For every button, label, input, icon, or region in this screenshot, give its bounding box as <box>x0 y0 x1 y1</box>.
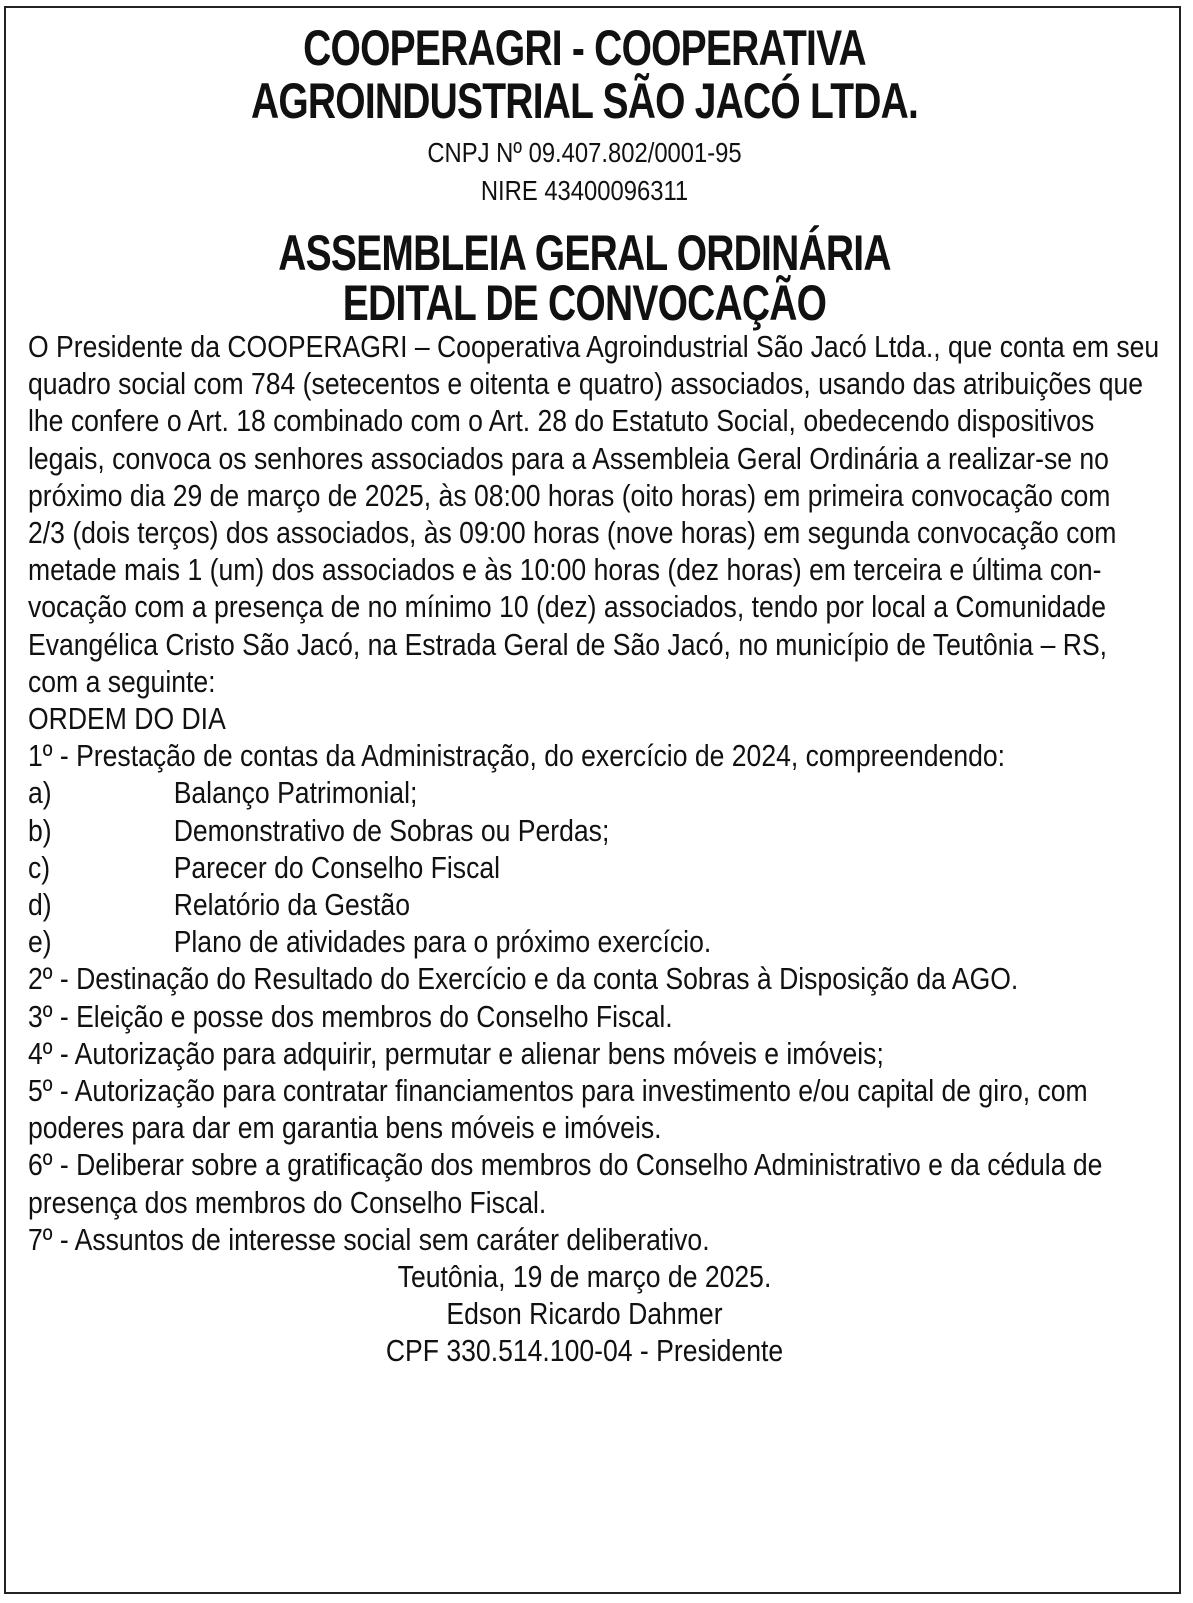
agenda-item-5-cont: poderes para dar em garantia bens móveis e imóveis. <box>28 1110 662 1146</box>
subitem-letter: b) <box>28 812 52 848</box>
agenda-item-6-cont: presença dos membros do Conselho Fiscal. <box>28 1184 547 1220</box>
subitem-letter: c) <box>28 849 51 885</box>
agenda-subitem <box>28 774 1142 811</box>
company-name-line1: COOPERAGRI - COOPERATIVA <box>303 20 866 76</box>
agenda-heading: ORDEM DO DIA <box>28 701 226 737</box>
agenda-subitem <box>28 849 1142 886</box>
agenda-subitem <box>28 812 1142 849</box>
subitem-text: Demonstrativo de Sobras ou Perdas; <box>173 812 610 848</box>
agenda-subitem <box>28 923 1142 960</box>
subitem-letter: e) <box>28 924 52 960</box>
notice-content <box>28 20 1160 1369</box>
company-name-line2: AGROINDUSTRIAL SÃO JACÓ LTDA. <box>250 73 919 129</box>
intro-line: próximo dia 29 de março de 2025, às 08:00 horas (oito horas) em primeira convocação com <box>28 477 1111 513</box>
notice-body <box>28 328 1160 1258</box>
subitem-text: Parecer do Conselho Fiscal <box>173 849 501 885</box>
intro-line: metade mais 1 (um) dos associados e às 10:00 horas (dez horas) em terceira e última con- <box>28 552 1102 588</box>
nire: NIRE 43400096311 <box>480 175 689 206</box>
agenda-item-6: 6º - Deliberar sobre a gratificação dos membros do Conselho Administrativo e da cédula de <box>28 1147 1103 1183</box>
agenda-item-3: 3º - Eleição e posse dos membros do Conselho Fiscal. <box>28 998 673 1034</box>
intro-line: Evangélica Cristo São Jacó, na Estrada Geral de São Jacó, no município de Teutônia – RS, <box>28 626 1108 662</box>
signer-name: Edson Ricardo Dahmer <box>446 1296 723 1332</box>
subitem-letter: d) <box>28 887 52 923</box>
subitem-text: Plano de atividades para o próximo exercício. <box>173 924 712 960</box>
agenda-item-5: 5º - Autorização para contratar financiamentos para investimento e/ou capital de giro, com <box>28 1073 1088 1109</box>
intro-line: quadro social com 784 (setecentos e oitenta e quatro) associados, usando das atribuições que <box>28 366 1144 402</box>
agenda-subitem <box>28 886 1142 923</box>
intro-line: 2/3 (dois terços) dos associados, às 09:00 horas (nove horas) em segunda convocação com <box>28 515 1117 551</box>
signer-id-role: CPF 330.514.100-04 - Presidente <box>385 1333 784 1369</box>
cnpj: CNPJ Nº 09.407.802/0001-95 <box>427 137 742 168</box>
subitem-letter: a) <box>28 775 52 811</box>
agenda-item-4: 4º - Autorização para adquirir, permutar e alienar bens móveis e imóveis; <box>28 1035 884 1071</box>
agenda-item-1: 1º - Prestação de contas da Administração, do exercício de 2024, compreendendo: <box>28 738 1006 774</box>
place-date: Teutônia, 19 de março de 2025. <box>397 1259 772 1295</box>
notice-title-line1: ASSEMBLEIA GERAL ORDINÁRIA <box>278 225 891 281</box>
agenda-item-7: 7º - Assuntos de interesse social sem caráter deliberativo. <box>28 1221 710 1257</box>
agenda-item-2: 2º - Destinação do Resultado do Exercício e da conta Sobras à Disposição da AGO. <box>28 961 1019 997</box>
intro-line: com a seguinte: <box>28 663 216 699</box>
intro-line: vocação com a presença de no mínimo 10 (dez) associados, tendo por local a Comunidade <box>28 589 1107 625</box>
notice-title-line2: EDITAL DE CONVOCAÇÃO <box>342 275 827 331</box>
subitem-text: Relatório da Gestão <box>173 887 410 923</box>
intro-line: lhe confere o Art. 18 combinado com o Art. 28 do Estatuto Social, obedecendo dispositivos <box>28 403 1095 439</box>
intro-line: O Presidente da COOPERAGRI – Cooperativa Agroindustrial São Jacó Ltda., que conta em seu <box>28 329 1160 364</box>
intro-line: legais, convoca os senhores associados para a Assembleia Geral Ordinária a realizar-se no <box>28 440 1109 476</box>
subitem-text: Balanço Patrimonial; <box>173 775 418 811</box>
